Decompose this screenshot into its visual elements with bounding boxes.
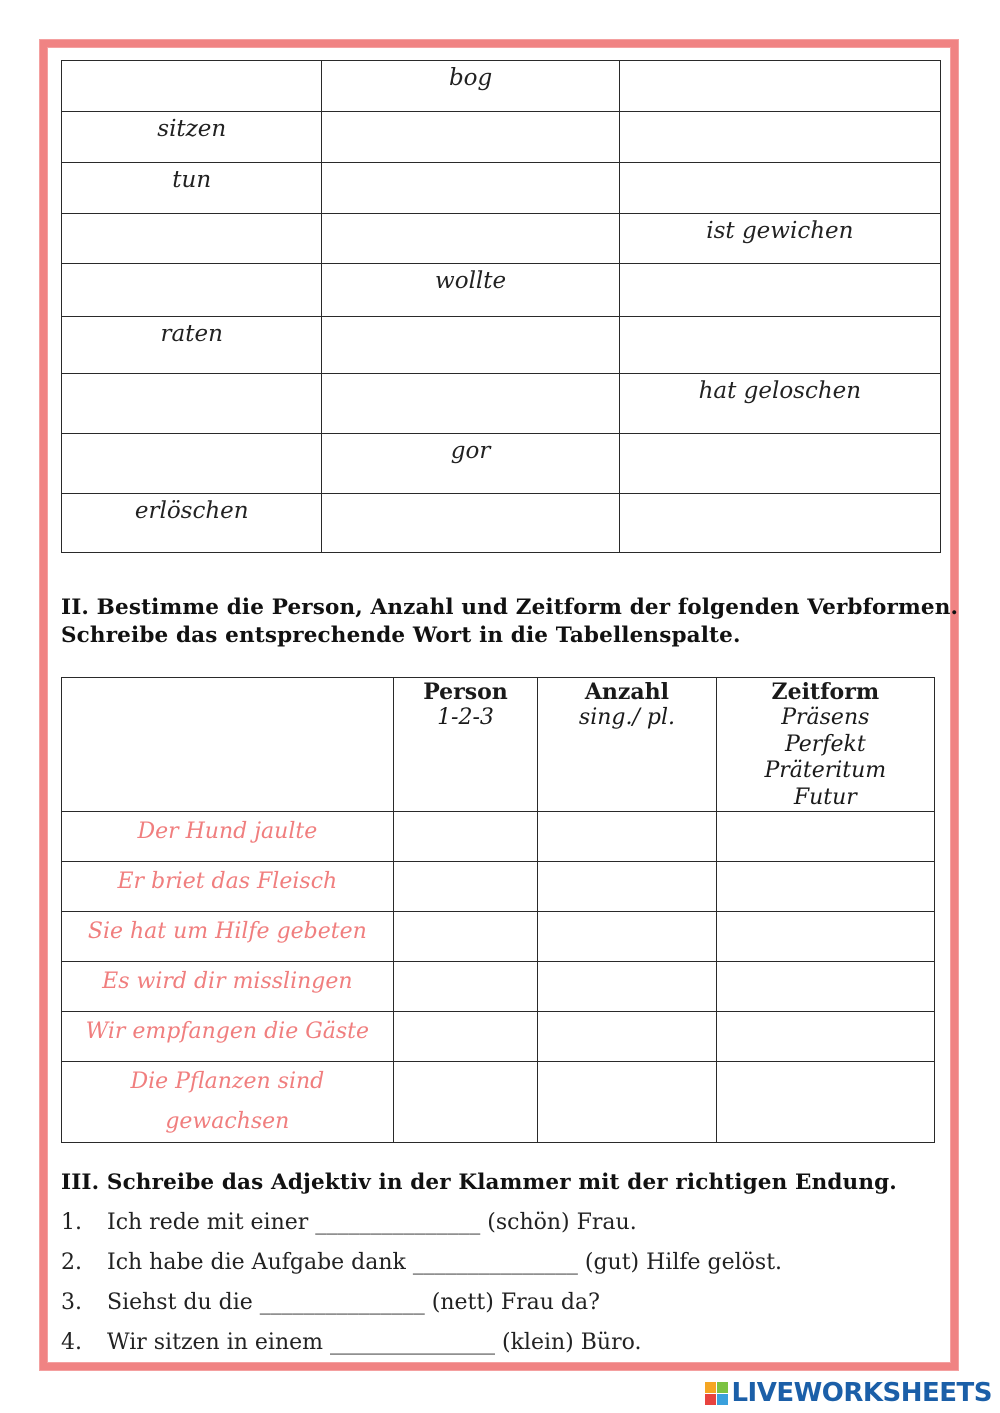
item-number: 3. (61, 1290, 82, 1315)
table-row (62, 494, 941, 553)
anzahl-answer-cell[interactable] (538, 812, 716, 862)
list-item (61, 1285, 782, 1325)
anzahl-answer-cell[interactable] (538, 1012, 716, 1062)
anzahl-hint: sing./ pl. (578, 705, 675, 730)
zeitform-answer-cell[interactable] (716, 862, 934, 912)
table-cell[interactable]: gor (322, 434, 619, 494)
zeitform-title: Zeitform (771, 679, 880, 705)
table-cell[interactable] (322, 494, 619, 553)
table-row (62, 1062, 935, 1143)
logo-mark-icon (705, 1382, 728, 1405)
table-cell[interactable] (619, 163, 940, 214)
table-row (62, 317, 941, 374)
table-row (62, 1012, 935, 1062)
table-cell[interactable] (619, 61, 940, 112)
zeitform-answer-cell[interactable] (716, 1062, 934, 1143)
zeitform-answer-cell[interactable] (716, 1012, 934, 1062)
table-row (62, 434, 941, 494)
sentence-cell: Es wird dir misslingen (62, 962, 394, 1012)
item-text[interactable]: Ich rede mit einer _______________ (schön) Frau. (107, 1210, 637, 1235)
person-answer-cell[interactable] (393, 862, 538, 912)
table-cell[interactable] (322, 163, 619, 214)
table-cell[interactable]: ist gewichen (619, 214, 940, 264)
sentence-cell: Wir empfangen die Gäste (62, 1012, 394, 1062)
header-cell-zeitform (716, 678, 934, 812)
table-row (62, 214, 941, 264)
table-row (62, 912, 935, 962)
item-text[interactable]: Ich habe die Aufgabe dank _______________ (gut) Hilfe gelöst. (107, 1250, 783, 1275)
logo-square (717, 1382, 728, 1393)
table-cell[interactable] (619, 264, 940, 317)
person-answer-cell[interactable] (393, 812, 538, 862)
table-row (62, 374, 941, 434)
zeitform-option: Perfekt (784, 731, 866, 757)
sentence-cell: Er briet das Fleisch (62, 862, 394, 912)
table-header-row (62, 678, 935, 812)
list-item (61, 1245, 782, 1285)
zeitform-answer-cell[interactable] (716, 912, 934, 962)
logo-square (717, 1394, 728, 1405)
zeitform-answer-cell[interactable] (716, 962, 934, 1012)
table-row (62, 862, 935, 912)
logo-square (705, 1382, 716, 1393)
header-cell-empty (62, 678, 394, 812)
table-cell[interactable] (619, 317, 940, 374)
item-text[interactable]: Wir sitzen in einem _______________ (klein) Büro. (107, 1330, 642, 1355)
table-cell[interactable] (322, 317, 619, 374)
sentence-cell: Sie hat um Hilfe gebeten (62, 912, 394, 962)
anzahl-answer-cell[interactable] (538, 862, 716, 912)
zeitform-option: Futur (793, 784, 857, 810)
zeitform-option: Präsens (781, 705, 870, 730)
item-text[interactable]: Siehst du die _______________ (nett) Frau da? (107, 1290, 600, 1315)
table-cell[interactable] (619, 434, 940, 494)
table-cell[interactable]: wollte (322, 264, 619, 317)
zeitform-answer-cell[interactable] (716, 812, 934, 862)
table-row (62, 962, 935, 1012)
verb-analysis-table (61, 677, 935, 1143)
person-title: Person (423, 679, 508, 705)
header-cell-person (393, 678, 538, 812)
section2-heading (61, 594, 958, 650)
table-cell[interactable]: tun (62, 163, 322, 214)
person-answer-cell[interactable] (393, 912, 538, 962)
list-item (61, 1205, 782, 1245)
section2-heading-line1: II. Bestimme die Person, Anzahl und Zeitform der folgenden Verbformen. (61, 595, 959, 620)
item-number: 1. (61, 1210, 82, 1235)
logo-text: LIVEWORKSHEETS (731, 1378, 992, 1408)
section2-heading-line2: Schreibe das entsprechende Wort in die Tabellenspalte. (61, 623, 741, 648)
table-cell[interactable] (62, 434, 322, 494)
header-cell-anzahl (538, 678, 716, 812)
table-cell[interactable]: hat geloschen (619, 374, 940, 434)
item-number: 2. (61, 1250, 82, 1275)
person-answer-cell[interactable] (393, 1062, 538, 1143)
person-answer-cell[interactable] (393, 962, 538, 1012)
person-hint: 1-2-3 (437, 705, 494, 730)
table-cell[interactable] (62, 264, 322, 317)
table-cell[interactable] (619, 112, 940, 163)
table-cell[interactable] (619, 494, 940, 553)
table-cell[interactable] (62, 374, 322, 434)
zeitform-option: Präteritum (764, 758, 887, 783)
anzahl-title: Anzahl (584, 679, 670, 705)
table-row (62, 163, 941, 214)
table-row (62, 812, 935, 862)
table-row (62, 61, 941, 112)
table-row (62, 264, 941, 317)
item-number: 4. (61, 1330, 82, 1355)
adjective-exercise-list (61, 1205, 782, 1365)
table-cell[interactable]: bog (322, 61, 619, 112)
list-item (61, 1325, 782, 1365)
table-cell[interactable] (322, 214, 619, 264)
anzahl-answer-cell[interactable] (538, 912, 716, 962)
sentence-cell: Der Hund jaulte (62, 812, 394, 862)
verb-forms-table (61, 60, 941, 553)
person-answer-cell[interactable] (393, 1012, 538, 1062)
table-cell[interactable]: raten (62, 317, 322, 374)
table-row (62, 112, 941, 163)
table-cell[interactable] (62, 61, 322, 112)
table-cell[interactable] (62, 214, 322, 264)
table-cell[interactable]: erlöschen (62, 494, 322, 553)
table-cell[interactable] (322, 112, 619, 163)
anzahl-answer-cell[interactable] (538, 1062, 716, 1143)
liveworksheets-logo[interactable] (705, 1377, 992, 1409)
sentence-cell: Die Pflanzen sind gewachsen (62, 1062, 394, 1143)
anzahl-answer-cell[interactable] (538, 962, 716, 1012)
logo-square (705, 1394, 716, 1405)
section3-heading: III. Schreibe das Adjektiv in der Klammer mit der richtigen Endung. (61, 1170, 897, 1195)
table-cell[interactable] (322, 374, 619, 434)
table-cell[interactable]: sitzen (62, 112, 322, 163)
